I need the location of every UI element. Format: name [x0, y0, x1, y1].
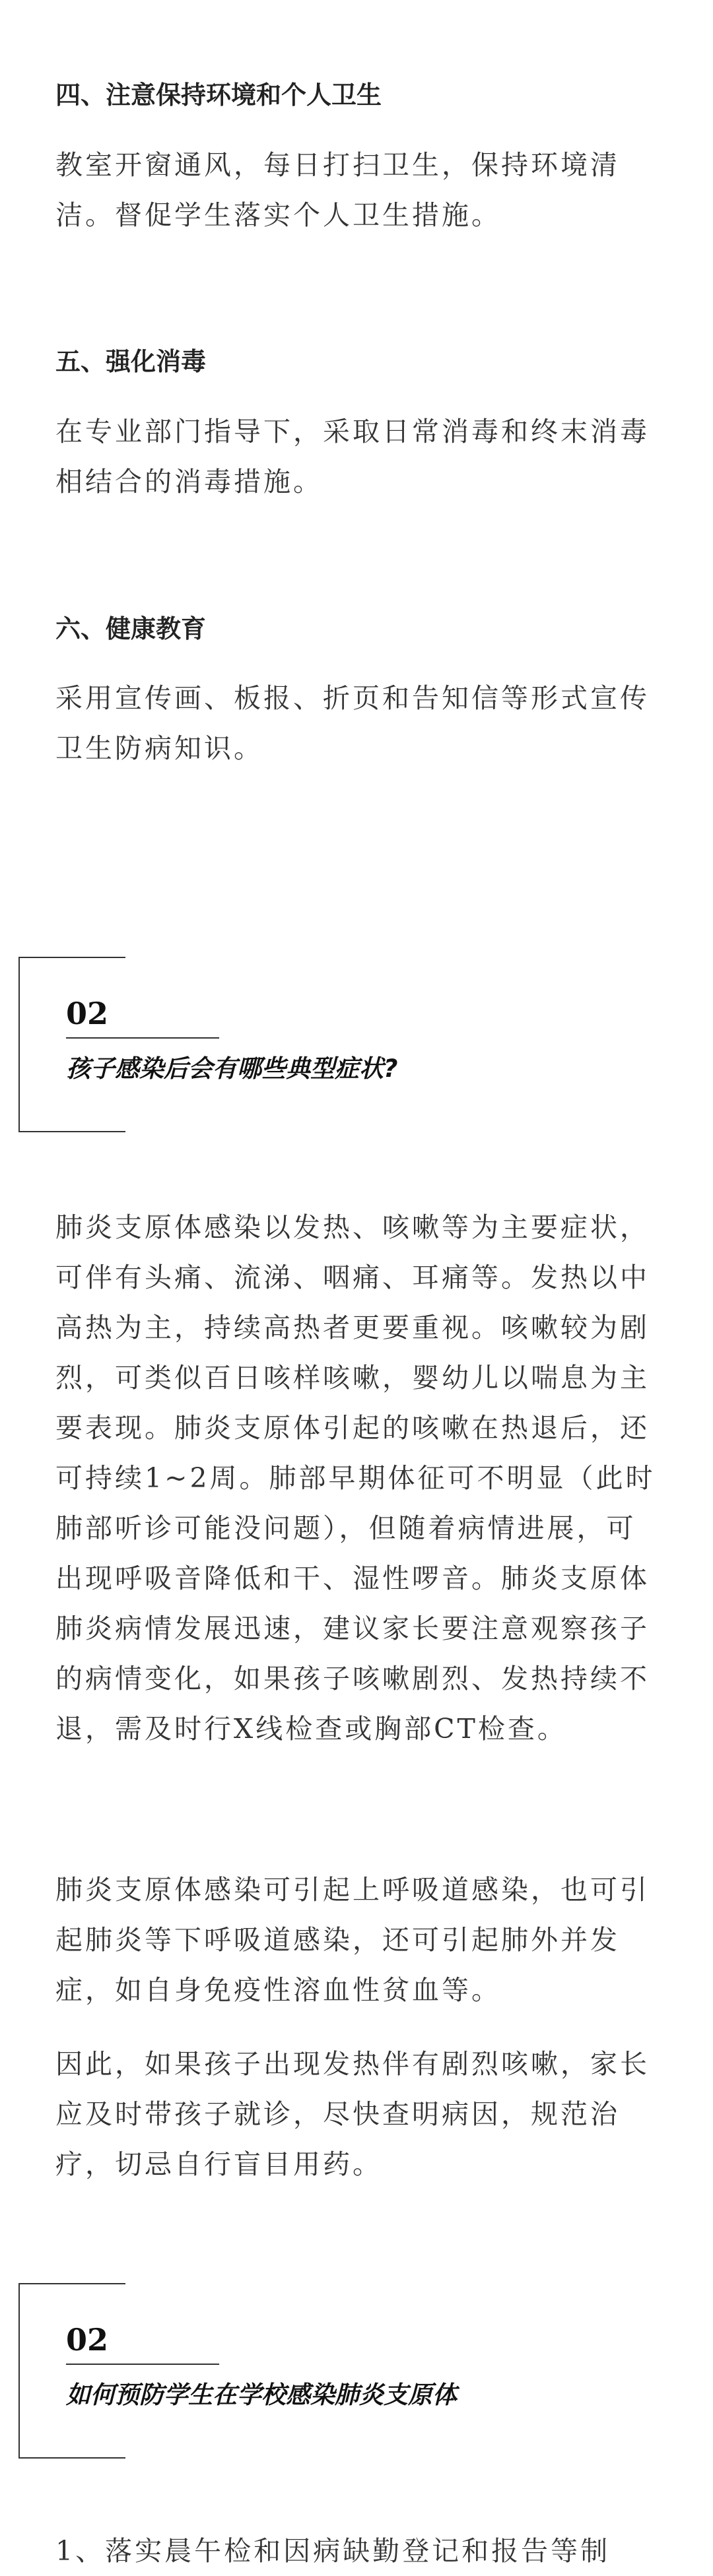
- section-title-education: 六、健康教育: [55, 614, 207, 643]
- section-title-disinfection: 五、强化消毒: [55, 347, 207, 376]
- prevention-item-1: 1、落实晨午检和因病缺勤登记和报告等制: [55, 2535, 611, 2567]
- section-body-hygiene: 教室开窗通风，每日打扫卫生，保持环境清洁。督促学生落实个人卫生措施。: [55, 149, 620, 231]
- heading-number: 02: [66, 996, 109, 1031]
- section-title-hygiene: 四、注意保持环境和个人卫生: [55, 80, 382, 110]
- symptoms-paragraph-2: 肺炎支原体感染可引起上呼吸道感染，也可引起肺炎等下呼吸道感染，还可引起肺外并发症，如自身免疫性溶血性贫血等。: [55, 1874, 650, 2006]
- section-body-disinfection: 在专业部门指导下，采取日常消毒和终末消毒相结合的消毒措施。: [55, 416, 650, 498]
- heading-question: 如何预防学生在学校感染肺炎支原体: [66, 2381, 457, 2409]
- heading-underline: [66, 1037, 219, 1039]
- heading-question: 孩子感染后会有哪些典型症状?: [66, 1054, 398, 1083]
- heading-number: 02: [66, 2322, 109, 2358]
- symptoms-paragraph-1: 肺炎支原体感染以发热、咳嗽等为主要症状，可伴有头痛、流涕、咽痛、耳痛等。发热以中高热为主，持续高热者更要重视。咳嗽较为剧烈，可类似百日咳样咳嗽，婴幼儿以喘息为主要表现。肺炎支原体引起的咳嗽在热退后，还可持续1~2周。肺部早期体征可不明显（此时肺部听诊可能没问题），但随着病情进展，可出现呼吸音降低和干、湿性啰音。肺炎支原体肺炎病情发展迅速，建议家长要注意观察孩子的病情变化，如果孩子咳嗽剧烈、发热持续不退，需及时行X线检查或胸部CT检查。: [55, 1211, 656, 1745]
- heading-underline: [66, 2364, 219, 2365]
- heading-frame: [18, 957, 125, 1132]
- heading-frame: [18, 2283, 125, 2459]
- symptoms-paragraph-3: 因此，如果孩子出现发热伴有剧烈咳嗽，家长应及时带孩子就诊，尽快查明病因，规范治疗，切忌自行盲目用药。: [55, 2048, 650, 2180]
- section-body-education: 采用宣传画、板报、折页和告知信等形式宣传卫生防病知识。: [55, 682, 650, 764]
